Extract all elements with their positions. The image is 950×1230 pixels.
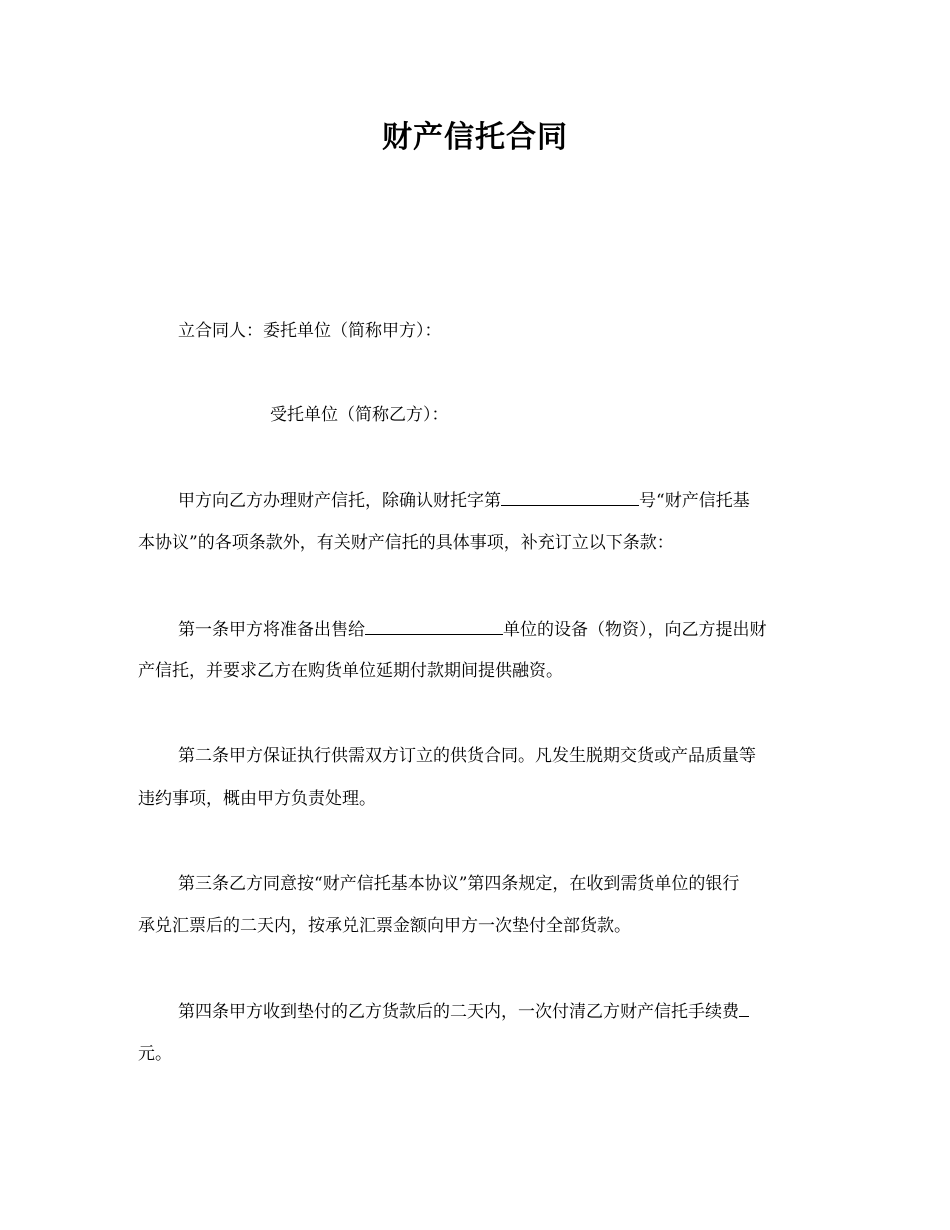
- article-4-text-1: 第四条甲方收到垫付的乙方货款后的二天内，一次付清乙方财产信托手续费: [178, 1002, 739, 1022]
- article-2-line-1: 第二条甲方保证执行供需双方订立的供货合同。凡发生脱期交货或产品质量等: [178, 746, 756, 766]
- article-4-line-2: 元。: [138, 1044, 172, 1064]
- article-3-line-1: 第三条乙方同意按“财产信托基本协议”第四条规定，在收到需货单位的银行: [178, 874, 740, 894]
- contract-number-blank[interactable]: [501, 489, 639, 506]
- intro-line-2: 本协议”的各项条款外，有关财产信托的具体事项，补充订立以下条款：: [138, 533, 674, 553]
- parties-line-2: 受托单位（简称乙方）：: [270, 405, 449, 425]
- parties-line-1: 立合同人：委托单位（简称甲方）：: [178, 321, 442, 341]
- buyer-unit-blank[interactable]: [365, 618, 503, 635]
- document-title: 财产信托合同: [382, 120, 568, 155]
- article-1-line-2: 产信托，并要求乙方在购货单位延期付款期间提供融资。: [138, 661, 563, 681]
- intro-line-1: [178, 489, 750, 512]
- intro-text-1: 甲方向乙方办理财产信托，除确认财托字第: [178, 491, 501, 511]
- article-3-line-2: 承兑汇票后的二天内，按承兑汇票金额向甲方一次垫付全部货款。: [138, 916, 631, 936]
- fee-amount-blank[interactable]: [739, 1000, 749, 1017]
- article-4-line-1: [178, 1000, 749, 1023]
- intro-text-2: 号“财产信托基: [639, 491, 750, 511]
- article-1-line-1: [178, 618, 767, 641]
- article-1-text-1: 第一条甲方将准备出售给: [178, 620, 365, 640]
- article-2-line-2: 违约事项，概由甲方负责处理。: [138, 789, 376, 809]
- article-1-text-2: 单位的设备（物资），向乙方提出财: [503, 620, 767, 640]
